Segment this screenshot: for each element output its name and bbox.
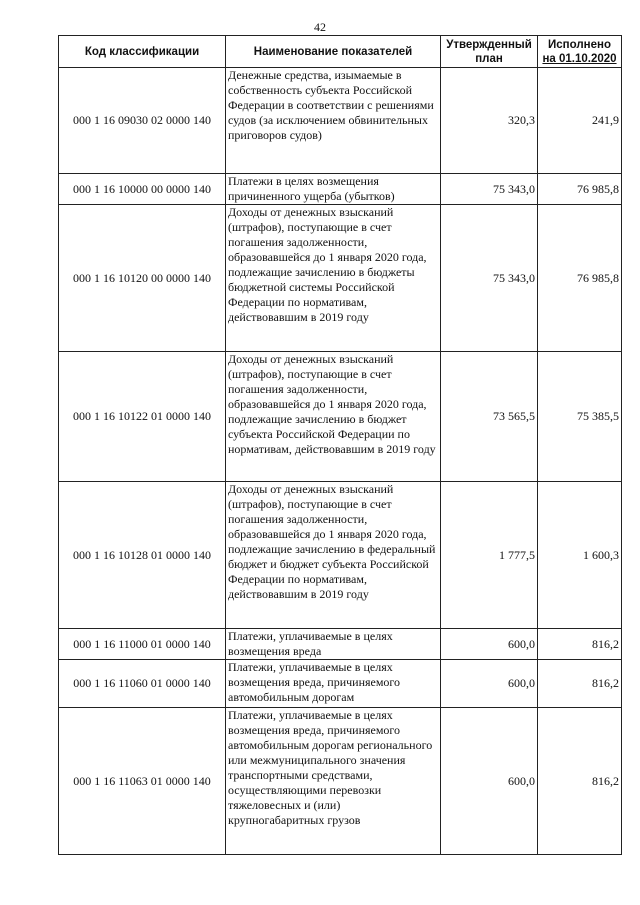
row-code: 000 1 16 10122 01 0000 140 xyxy=(59,352,226,482)
row-name: Платежи в целях возмещения причиненного ущерба (убытков) xyxy=(226,174,441,205)
row-name: Доходы от денежных взысканий (штрафов), поступающие в счет погашения задолженности, образовавшейся до 1 января 2020 года, подлежащие зачислению в федеральный бюджет и бюджет субъекта Российской Федерации по нормативам, действовавшим в 2019 году xyxy=(226,482,441,629)
row-name: Денежные средства, изымаемые в собственность субъекта Российской Федерации в соответствии с решениями судов (за исключением обвинительных приговоров судов) xyxy=(226,68,441,174)
row-fact: 75 385,5 xyxy=(538,352,622,482)
table-row xyxy=(59,629,622,660)
table-header-row xyxy=(59,36,622,68)
row-code: 000 1 16 10128 01 0000 140 xyxy=(59,482,226,629)
row-code: 000 1 16 09030 02 0000 140 xyxy=(59,68,226,174)
header-fact-line1: Исполнено xyxy=(548,38,611,51)
row-fact: 816,2 xyxy=(538,708,622,855)
row-name: Доходы от денежных взысканий (штрафов), поступающие в счет погашения задолженности, образовавшейся до 1 января 2020 года, подлежащие зачислению в бюджет субъекта Российской Федерации по нормативам, действовавшим в 2019 году xyxy=(226,352,441,482)
row-plan: 75 343,0 xyxy=(441,205,538,352)
row-code: 000 1 16 10000 00 0000 140 xyxy=(59,174,226,205)
budget-table xyxy=(58,35,622,855)
table-row xyxy=(59,68,622,174)
row-code: 000 1 16 11000 01 0000 140 xyxy=(59,629,226,660)
row-fact: 816,2 xyxy=(538,629,622,660)
table-row xyxy=(59,205,622,352)
row-plan: 600,0 xyxy=(441,629,538,660)
table-row xyxy=(59,352,622,482)
header-plan-line2: план xyxy=(475,52,503,65)
row-name: Платежи, уплачиваемые в целях возмещения вреда, причиняемого автомобильным дорогам xyxy=(226,660,441,708)
row-code: 000 1 16 10120 00 0000 140 xyxy=(59,205,226,352)
row-plan: 75 343,0 xyxy=(441,174,538,205)
row-code: 000 1 16 11063 01 0000 140 xyxy=(59,708,226,855)
header-fact-line2: на 01.10.2020 xyxy=(542,52,617,65)
table-row xyxy=(59,482,622,629)
table-row xyxy=(59,660,622,708)
table-row xyxy=(59,174,622,205)
row-fact: 76 985,8 xyxy=(538,174,622,205)
row-name: Доходы от денежных взысканий (штрафов), поступающие в счет погашения задолженности, образовавшейся до 1 января 2020 года, подлежащие зачислению в бюджеты бюджетной системы Российской Федерации по нормативам, действовавшим в 2019 году xyxy=(226,205,441,352)
header-plan xyxy=(441,36,538,68)
row-fact: 76 985,8 xyxy=(538,205,622,352)
row-plan: 600,0 xyxy=(441,660,538,708)
page-number: 42 xyxy=(314,20,326,34)
row-fact: 816,2 xyxy=(538,660,622,708)
header-code: Код классификации xyxy=(59,36,226,68)
row-plan: 1 777,5 xyxy=(441,482,538,629)
row-plan: 600,0 xyxy=(441,708,538,855)
row-fact: 1 600,3 xyxy=(538,482,622,629)
header-name: Наименование показателей xyxy=(226,36,441,68)
row-name: Платежи, уплачиваемые в целях возмещения вреда, причиняемого автомобильным дорогам регионального или межмуниципального значения транспортными средствами, осуществляющими перевозки тяжеловесных и (или) крупногабаритных грузов xyxy=(226,708,441,855)
header-plan-line1: Утвержденный xyxy=(446,38,532,51)
row-plan: 320,3 xyxy=(441,68,538,174)
row-name: Платежи, уплачиваемые в целях возмещения вреда xyxy=(226,629,441,660)
row-fact: 241,9 xyxy=(538,68,622,174)
row-plan: 73 565,5 xyxy=(441,352,538,482)
table-row xyxy=(59,708,622,855)
header-fact xyxy=(538,36,622,68)
row-code: 000 1 16 11060 01 0000 140 xyxy=(59,660,226,708)
